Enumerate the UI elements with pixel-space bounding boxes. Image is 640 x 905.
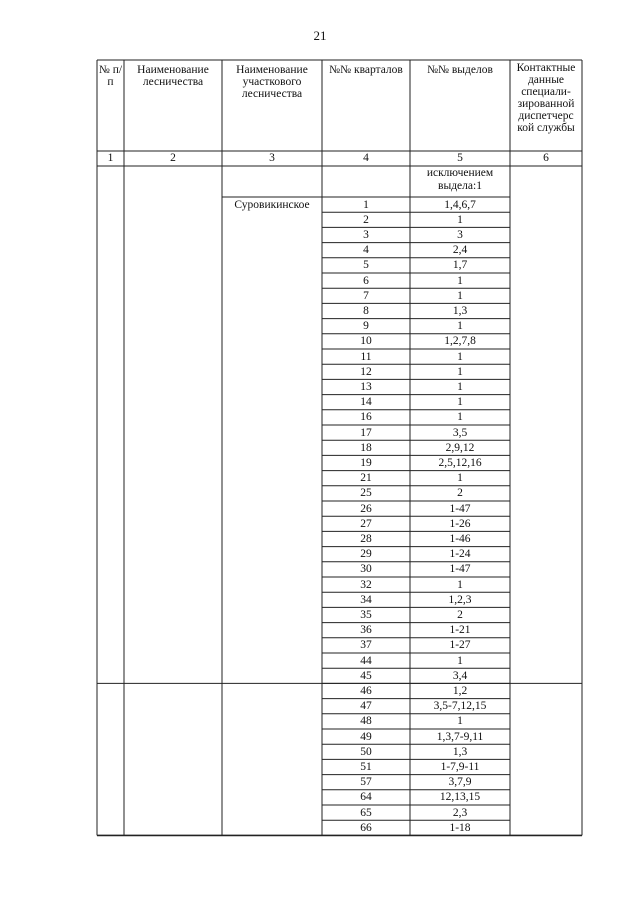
quarter-number: 18	[360, 441, 372, 454]
header-allotments: №№ выделов	[427, 64, 493, 76]
allotment-numbers: 3	[457, 228, 463, 241]
allotment-numbers: 1-27	[449, 639, 471, 652]
quarter-number: 11	[360, 350, 372, 363]
header-district-forestry: Наименование участкового лесничества	[236, 64, 308, 100]
allotment-numbers: 1,4,6,7	[444, 198, 476, 211]
allotment-numbers: 1	[457, 578, 463, 591]
allotment-numbers: 2	[457, 608, 463, 621]
quarter-number: 45	[360, 669, 372, 682]
quarter-number: 5	[363, 259, 369, 272]
quarter-number: 30	[360, 563, 372, 576]
allotment-numbers: 3,7,9	[448, 776, 472, 789]
quarter-number: 34	[360, 593, 372, 606]
allotment-numbers: 1-7,9-11	[440, 760, 480, 773]
allotment-numbers: 2,4	[452, 244, 468, 257]
allotment-numbers: 1	[457, 396, 463, 409]
allotment-numbers: 1-21	[449, 624, 471, 637]
district-name: Суровикинское	[234, 199, 310, 211]
quarter-number: 65	[360, 806, 372, 819]
quarter-number: 25	[360, 487, 372, 500]
quarter-number: 10	[360, 335, 372, 348]
allotment-numbers: 2	[457, 487, 463, 500]
quarter-number: 2	[363, 213, 369, 226]
continuation-note: исключением выдела:1	[426, 167, 494, 192]
allotment-numbers: 1-18	[449, 821, 471, 834]
quarter-number: 35	[360, 608, 372, 621]
header-number: № п/п	[98, 64, 123, 88]
allotment-numbers: 3,4	[452, 669, 468, 682]
allotment-numbers: 1,3	[452, 304, 468, 317]
allotment-numbers: 1	[457, 654, 463, 667]
allotment-numbers: 3,5-7,12,15	[433, 700, 487, 713]
column-number: 2	[170, 152, 176, 164]
quarter-number: 16	[360, 411, 372, 424]
allotment-numbers: 1	[457, 350, 463, 363]
header-dispatch-contacts: Контактные данные специали-зированной диспетчерс кой службы	[516, 62, 576, 134]
column-number: 4	[363, 152, 369, 164]
column-number: 3	[269, 152, 275, 164]
column-number: 5	[457, 152, 463, 164]
quarter-number: 3	[363, 228, 369, 241]
quarter-number: 1	[363, 198, 369, 211]
allotment-numbers: 1	[457, 213, 463, 226]
allotment-numbers: 1,2,7,8	[444, 335, 476, 348]
allotment-numbers: 1,2	[452, 684, 468, 697]
page-number: 21	[313, 28, 327, 43]
quarter-number: 13	[360, 380, 372, 393]
quarter-number: 27	[360, 517, 372, 530]
allotment-numbers: 1-24	[449, 548, 471, 561]
quarter-number: 17	[360, 426, 372, 439]
header-quarters: №№ кварталов	[329, 64, 403, 76]
header-forestry: Наименование лесничества	[137, 64, 209, 88]
quarter-number: 57	[360, 776, 372, 789]
allotment-numbers: 1	[457, 411, 463, 424]
allotment-numbers: 3,5	[452, 426, 468, 439]
quarter-number: 4	[363, 244, 369, 257]
allotment-numbers: 1,2,3	[448, 593, 472, 606]
column-number: 1	[107, 152, 114, 164]
quarter-number: 8	[363, 304, 369, 317]
allotment-numbers: 1-46	[449, 532, 471, 545]
column-number: 6	[543, 152, 549, 164]
quarter-number: 36	[360, 624, 372, 637]
quarter-number: 9	[363, 320, 369, 333]
allotment-numbers: 2,9,12	[445, 441, 475, 454]
allotment-numbers: 1	[457, 715, 463, 728]
allotment-numbers: 1-47	[449, 502, 471, 515]
quarter-number: 66	[360, 821, 372, 834]
allotment-numbers: 1	[457, 365, 463, 378]
allotment-numbers: 2,5,12,16	[438, 456, 482, 469]
quarter-number: 6	[363, 274, 369, 287]
allotment-numbers: 1-47	[449, 563, 471, 576]
quarter-number: 44	[360, 654, 372, 667]
allotment-numbers: 1	[457, 472, 463, 485]
allotment-numbers: 1	[457, 380, 463, 393]
quarter-number: 49	[360, 730, 372, 743]
quarter-number: 50	[360, 745, 372, 758]
quarter-number: 21	[360, 472, 372, 485]
quarter-number: 47	[360, 700, 372, 713]
allotment-numbers: 2,3	[452, 806, 468, 819]
quarter-number: 26	[360, 502, 372, 515]
quarter-number: 51	[360, 760, 372, 773]
quarter-number: 29	[360, 548, 372, 561]
quarter-number: 19	[360, 456, 372, 469]
quarter-number: 28	[360, 532, 372, 545]
allotment-numbers: 1	[457, 274, 463, 287]
allotment-numbers: 1,3	[452, 745, 468, 758]
allotment-numbers: 12,13,15	[439, 791, 481, 804]
quarter-number: 32	[360, 578, 372, 591]
allotment-numbers: 1-26	[449, 517, 471, 530]
quarter-number: 64	[360, 791, 372, 804]
allotment-numbers: 1	[457, 289, 463, 302]
quarter-number: 37	[360, 639, 372, 652]
quarter-number: 12	[360, 365, 372, 378]
allotment-numbers: 1	[457, 320, 463, 333]
allotment-numbers: 1,7	[452, 259, 468, 272]
quarter-number: 48	[360, 715, 372, 728]
quarter-number: 14	[360, 396, 372, 409]
quarter-number: 46	[360, 684, 372, 697]
allotment-numbers: 1,3,7-9,11	[436, 730, 484, 743]
quarter-number: 7	[363, 289, 369, 302]
